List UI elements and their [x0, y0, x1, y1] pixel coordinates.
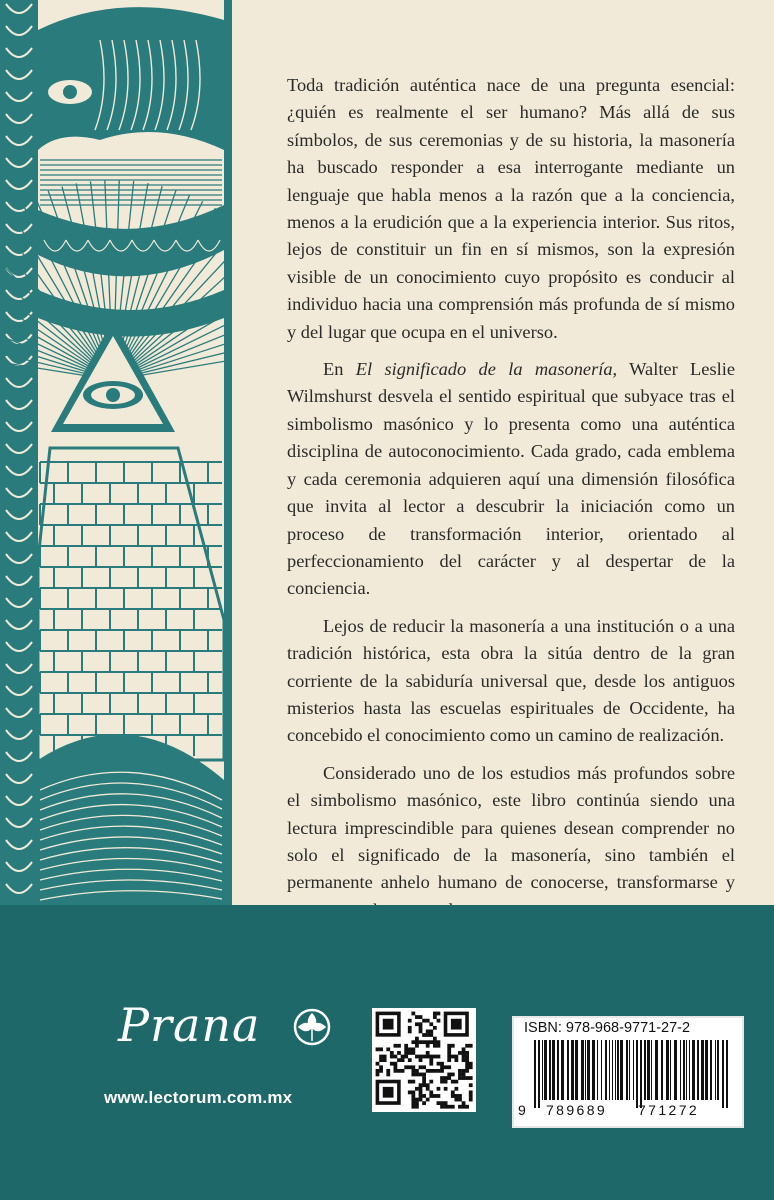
pyramid-eye-engraving-icon: [0, 0, 232, 905]
flower-logo-icon: [293, 1008, 331, 1046]
publisher-website[interactable]: www.lectorum.com.mx: [104, 1088, 293, 1107]
logo-text: Prana: [118, 998, 261, 1052]
barcode-icon: [512, 1016, 744, 1128]
barcode-digits-left: 789689: [546, 1102, 608, 1118]
paragraph-2-prefix: En: [323, 359, 344, 380]
isbn-label: ISBN: 978-968-9771-27-2: [524, 1020, 691, 1036]
author-name: Walter Leslie Wilmshurst: [287, 359, 735, 407]
barcode-digit-first: 9: [518, 1102, 529, 1118]
publisher-logo: [118, 994, 338, 1072]
paragraph-2-body: desvela el sentido espiritual que subyace tras el simbolismo masónico y lo presenta como una auténtica disciplina de autoconocimiento. Cada grado, cada emblema y cada ceremonia adquieren aquí una dimensión filosófica que invita al lector a descubrir la iniciación como un proceso de transformación interior, orientado al perfeccionamiento del carácter y al despertar de la conciencia.: [287, 386, 735, 599]
book-title: El significado de la masonería: [355, 359, 613, 380]
synopsis-text: [287, 72, 735, 934]
paragraph-1: Toda tradición auténtica nace de una pregunta esencial: ¿quién es realmente el ser humano? Más allá de sus símbolos, de sus ceremonias y de su historia, la masonería ha buscado responder a esa interrogante mediante un lenguaje que habla menos a la razón que a la conciencia, menos a la erudición que a la experiencia interior. Sus ritos, lejos de constituir un fin en sí mismos, son la expresión visible de un conocimiento cuyo propósito es conducir al individuo hacia una comprensión más profunda de sí mismo y del lugar que ocupa en el universo.: [287, 75, 735, 342]
paragraph-3: Lejos de reducir la masonería a una institución o a una tradición histórica, esta obra la sitúa dentro de la gran corriente de la sabiduría universal que, desde los antiguos misterios hasta las escuelas espirituales de Occidente, ha concebido el conocimiento como un camino de realización.: [287, 615, 735, 746]
qr-code-icon[interactable]: [372, 1008, 476, 1112]
paragraph-2: En El significado de la masonería, Walter Leslie Wilmshurst desvela el sentido espiritual que subyace tras el simbolismo masónico y lo presenta como una auténtica disciplina de autoconocimiento. Cada grado, cada emblema y cada ceremonia adquieren aquí una dimensión filosófica que invita al lector a descubrir la iniciación como un proceso de transformación interior, orientado al perfeccionamiento del carácter y al despertar de la conciencia.: [287, 359, 735, 599]
barcode-digits-right: 771272: [638, 1102, 700, 1118]
paragraph-4: Considerado uno de los estudios más profundos sobre el simbolismo masónico, este libro continúa siendo una lectura imprescindible para quienes desean comprender no solo el significado de la masonería, sino también el permanente anhelo humano de conocerse, transformarse y: [287, 762, 735, 893]
